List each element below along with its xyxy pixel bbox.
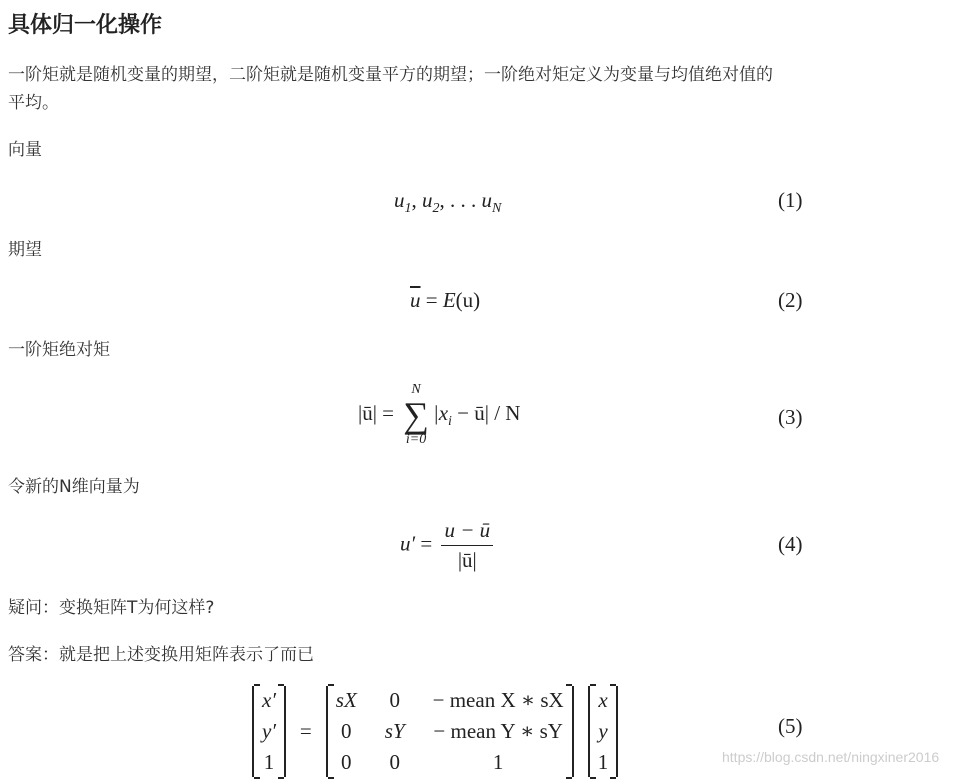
equation-5-number: (5) — [778, 714, 803, 738]
equation-4-number: (4) — [778, 532, 803, 556]
intro-line-1: 一阶矩就是随机变量的期望，二阶矩就是随机变量平方的期望；一阶绝对矩定义为变量与均值绝对值的 — [8, 65, 773, 85]
rhs-vector: x y 1 — [588, 686, 619, 777]
intro-line-2: 平均。 — [8, 93, 59, 113]
question-text: 疑问：变换矩阵T为何这样? — [8, 598, 215, 618]
label-new-vector: 令新的N维向量为 — [8, 477, 140, 497]
answer-text: 答案：就是把上述变换用矩阵表示了而已 — [8, 645, 314, 665]
equation-2: $\overline{u} = E(u)$ — [410, 288, 481, 312]
intro-paragraph — [8, 61, 773, 117]
sum-symbol: N ∑ i=0 — [403, 382, 429, 447]
fraction: $\frac{u - ū}{|ū|}$ — [441, 518, 493, 573]
watermark: https://blog.csdn.net/ningxiner2016 — [722, 749, 940, 765]
equation-2-number: (2) — [778, 288, 803, 312]
transform-matrix: sX 0 − mean X ∗ sX 0 sY − mean Y ∗ sY 0 0 1 — [326, 686, 574, 777]
equation-1: $u_1$, $u_2$, . . . $u_N$ — [394, 188, 502, 217]
label-expectation: 期望 — [8, 240, 42, 260]
equation-3-number: (3) — [778, 405, 803, 429]
equation-4: u′ = $\frac{u - ū}{|ū|}$ — [400, 518, 497, 573]
label-abs-moment: 一阶矩绝对矩 — [8, 340, 110, 360]
equation-5: x′ y′ 1 = sX 0 − mean X ∗ sX 0 sY − mean Y ∗ sY 0 0 1 x y 1 — [252, 686, 618, 777]
label-vector: 向量 — [8, 140, 42, 160]
section-title: 具体归一化操作 — [8, 13, 163, 38]
equation-1-number: (1) — [778, 188, 803, 212]
equation-3: |ū| = N ∑ i=0 $|x_i$ − ū| / N — [358, 382, 521, 447]
lhs-vector: x′ y′ 1 — [252, 686, 286, 777]
